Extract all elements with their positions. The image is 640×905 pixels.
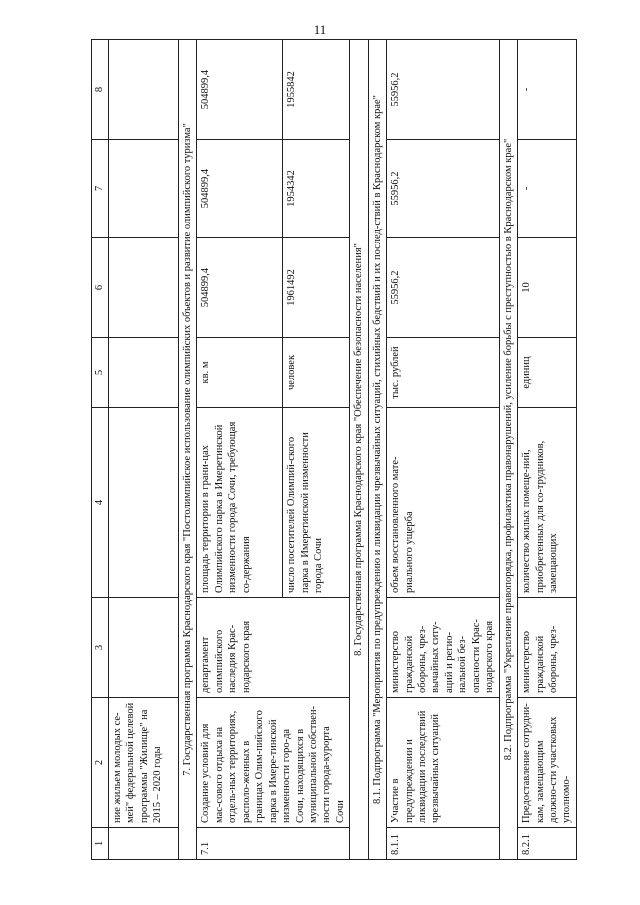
value-col7: 55956,2 (387, 140, 500, 238)
subsection-title: 8.1. Подпрограмма "Мероприятия по предупреждению и ликвидации чрезвычайных ситуаций, стихийных бедствий и их послед-ствий в Краснодарском крае" (368, 40, 386, 860)
indicator-name: площадь территории в грани-цах Олимпийского парка в Имеретинской низменности города Сочи, требующая со-держания (197, 408, 283, 598)
executor: министерство гражданской обороны, чрез- (518, 598, 577, 698)
table-row (109, 40, 179, 860)
page-number: 11 (313, 22, 327, 37)
program-indicators-table (91, 39, 577, 860)
col-header: 5 (92, 338, 109, 408)
col-header: 4 (92, 408, 109, 598)
subsection-row (368, 40, 386, 860)
col-header: 1 (92, 828, 109, 860)
unit: тыс. рублей (387, 338, 500, 408)
table-row (387, 40, 500, 860)
table-row (518, 40, 577, 860)
executor: министерство гражданской обороны, чрез-вычайных ситу-аций и регио-нальной без-опасности Крас-нодарского края (387, 598, 500, 698)
value-col8: 504899,4 (197, 40, 283, 140)
measure-name: Участие в предупреждении и ликвидации последствий чрезвычайных ситуаций (387, 698, 500, 828)
unit: человек (283, 338, 350, 408)
col-header: 3 (92, 598, 109, 698)
value-col7: - (518, 140, 577, 238)
value-col7: 504899,4 (197, 140, 283, 238)
indicator-name: количество жилых помеще-ний, приобретенных для со-трудников, замещающих (518, 408, 577, 598)
value-col6: 55956,2 (387, 238, 500, 338)
unit: кв. м (197, 338, 283, 408)
subsection-title: 8.2. Подпрограмма "Укрепление правопорядка, профилактика правонарушений, усиление борьбы с преступностью в Краснодарском крае" (499, 40, 517, 860)
col-header: 7 (92, 140, 109, 238)
measure-name: Создание условий для мас-сового отдыха на отдель-ных территориях, располо-женных в границах Олим-пийского парка в Имере-тинской низменности горо-да Сочи, находящихся в муниципальной собствен-ности города-курорта Сочи (197, 698, 350, 828)
value-col8: - (518, 40, 577, 140)
col-header: 2 (92, 698, 109, 828)
row-number: 8.2.1 (518, 828, 577, 860)
section-title: 7. Государственная программа Краснодарского края "Постолимпийское использование олимпийских объектов и развитие олимпийского туризма" (179, 40, 197, 860)
indicator-name: объем восстановленного мате-риального ущерба (387, 408, 500, 598)
unit: единиц (518, 338, 577, 408)
landscape-table-sheet (91, 40, 591, 860)
row-number: 7.1 (197, 828, 350, 860)
section-row (179, 40, 197, 860)
section-title: 8. Государственная программа Краснодарского края "Обеспечение безопасности населения" (350, 40, 368, 860)
column-number-row (92, 40, 109, 860)
col-header: 6 (92, 238, 109, 338)
value-col6: 10 (518, 238, 577, 338)
executor: департамент олимпийского наследия Крас-нодарского края (197, 598, 350, 698)
value-col6: 504899,4 (197, 238, 283, 338)
row-number: 8.1.1 (387, 828, 500, 860)
measure-name: Предоставление сотрудни-кам, замещающим должно-сти участковых уполномо- (518, 698, 577, 828)
table-row (197, 40, 283, 860)
value-col8: 55956,2 (387, 40, 500, 140)
value-col6: 1961492 (283, 238, 350, 338)
subsection-row (499, 40, 517, 860)
section-row (350, 40, 368, 860)
indicator-name: число посетителей Олимпий-ского парка в Имеретинской низменности города Сочи (283, 408, 350, 598)
value-col7: 1954342 (283, 140, 350, 238)
value-col8: 1955842 (283, 40, 350, 140)
measure-name: ние жильем молодых се-мей" федеральной целевой программы "Жилище" на 2015 – 2020 годы (109, 698, 179, 828)
col-header: 8 (92, 40, 109, 140)
